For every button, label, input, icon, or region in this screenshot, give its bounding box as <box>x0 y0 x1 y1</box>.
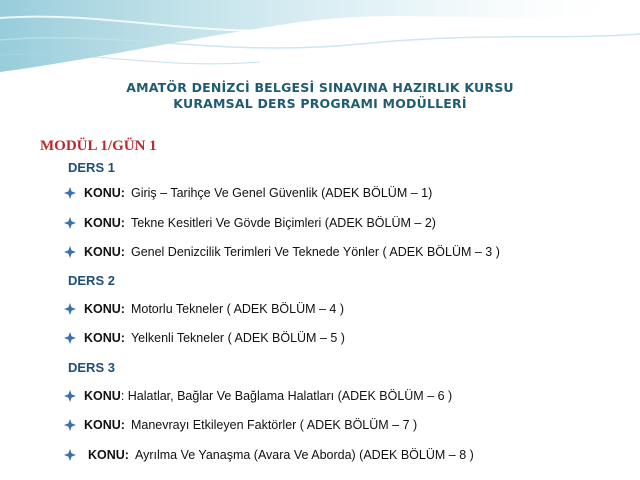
list-item <box>64 329 345 347</box>
item-text: Tekne Kesitleri Ve Gövde Biçimleri (ADEK BÖLÜM – 2) <box>130 216 436 230</box>
item-text: Motorlu Tekneler ( ADEK BÖLÜM – 4 ) <box>130 302 345 316</box>
item-label: KONU <box>84 389 121 403</box>
item-label: KONU: <box>84 331 125 345</box>
lesson-heading: DERS 2 <box>68 273 115 288</box>
diamond-bullet-icon <box>64 303 76 315</box>
diamond-bullet-icon <box>64 449 76 461</box>
item-text: Giriş – Tarihçe Ve Genel Güvenlik (ADEK BÖLÜM – 1) <box>130 186 433 200</box>
diamond-bullet-icon <box>64 187 76 199</box>
item-text: Yelkenli Tekneler ( ADEK BÖLÜM – 5 ) <box>130 331 345 345</box>
item-label: KONU: <box>88 448 129 462</box>
diamond-bullet-icon <box>64 246 76 258</box>
list-item <box>64 300 344 318</box>
list-item <box>64 416 417 434</box>
list-item <box>64 184 432 202</box>
item-label: KONU: <box>84 245 125 259</box>
page-title <box>0 80 640 112</box>
diamond-bullet-icon <box>64 217 76 229</box>
module-heading: MODÜL 1/GÜN 1 <box>40 138 157 154</box>
item-text: Ayrılma Ve Yanaşma (Avara Ve Aborda) (ADEK BÖLÜM – 8 ) <box>134 448 474 462</box>
lesson-heading: DERS 1 <box>68 160 115 175</box>
item-label: KONU: <box>84 186 125 200</box>
item-text: : Halatlar, Bağlar Ve Bağlama Halatları (ADEK BÖLÜM – 6 ) <box>120 389 453 403</box>
title-line-2: KURAMSAL DERS PROGRAMI MODÜLLERİ <box>173 96 467 111</box>
item-text: Manevrayı Etkileyen Faktörler ( ADEK BÖLÜM – 7 ) <box>130 418 418 432</box>
list-item <box>64 214 436 232</box>
item-text: Genel Denizcilik Terimleri Ve Teknede Yönler ( ADEK BÖLÜM – 3 ) <box>130 245 500 259</box>
title-line-1: AMATÖR DENİZCİ BELGESİ SINAVINA HAZIRLIK KURSU <box>126 80 514 95</box>
list-item <box>64 387 452 405</box>
lesson-heading: DERS 3 <box>68 360 115 375</box>
item-label: KONU: <box>84 418 125 432</box>
item-label: KONU: <box>84 302 125 316</box>
diamond-bullet-icon <box>64 390 76 402</box>
item-label: KONU: <box>84 216 125 230</box>
list-item <box>64 243 500 261</box>
list-item <box>64 446 474 464</box>
diamond-bullet-icon <box>64 419 76 431</box>
diamond-bullet-icon <box>64 332 76 344</box>
